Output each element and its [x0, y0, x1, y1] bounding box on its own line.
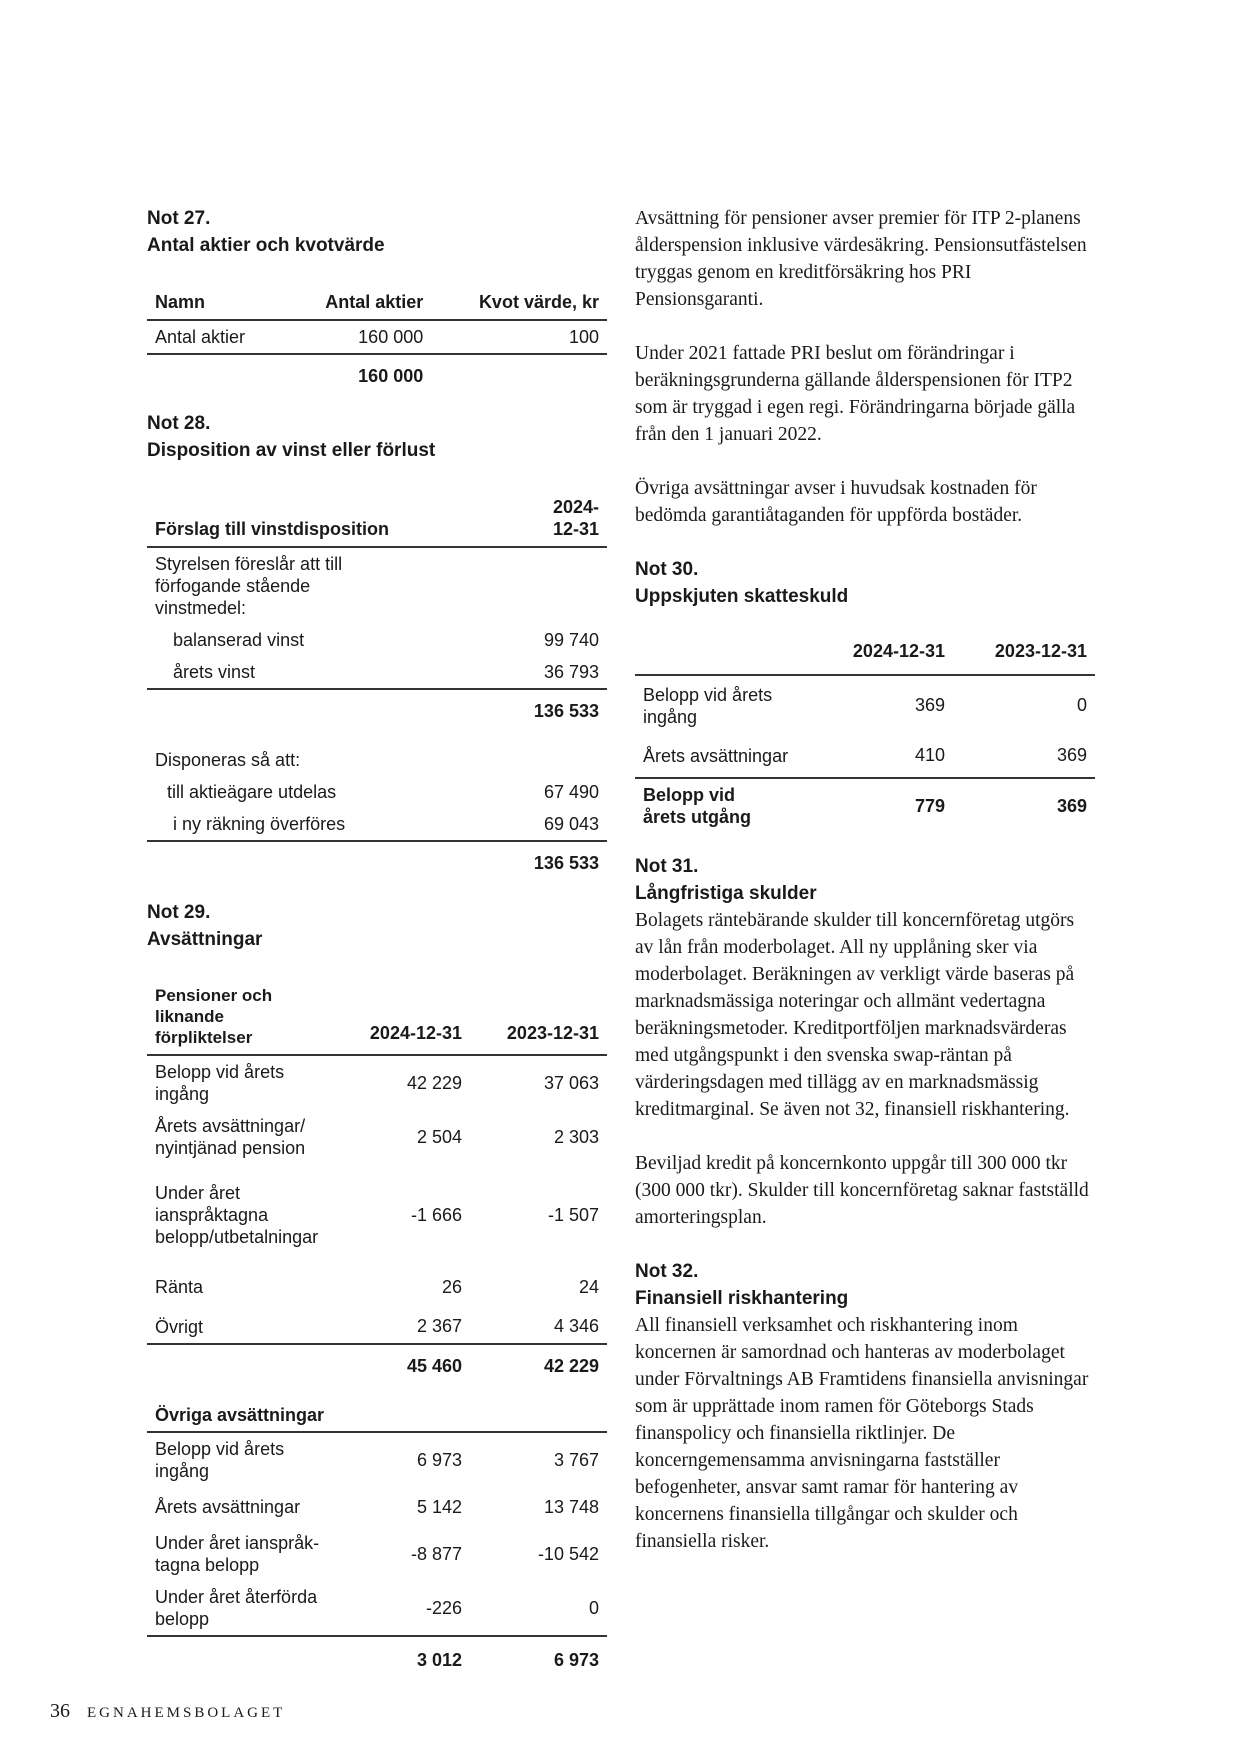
cell-value: 24	[578, 1277, 599, 1297]
cell-value: 2 504	[416, 1127, 462, 1147]
row-label: Årets avsättningar/ nyintjänad pension	[155, 1116, 306, 1158]
note-title: Avsättningar	[147, 929, 263, 950]
note-number: Not 32.	[635, 1261, 699, 1282]
row-label: Under året ianspråk-tagna belopp	[155, 1533, 320, 1575]
paragraph: Avsättning för pensioner avser premier för ITP 2-planens ålderspension inklusive värdesäkring. Pensionsutfästelsen tryggas genom en kreditförsäkring hos PRI Pensionsgaranti.	[635, 208, 1087, 310]
cell-value: 37 063	[543, 1073, 599, 1093]
column-header: 2023-12-31	[470, 979, 607, 1055]
table-row	[147, 624, 607, 656]
note-title: Disposition av vinst eller förlust	[147, 440, 436, 461]
table-row	[635, 675, 1095, 733]
table-row	[147, 320, 607, 354]
table-row	[147, 547, 607, 624]
cell-value: 5 142	[416, 1497, 462, 1517]
paragraph: Beviljad kredit på koncernkonto uppgår till 300 000 tkr (300 000 tkr). Skulder till koncernföretag saknar fastställd amorteringsplan.	[635, 1153, 1089, 1228]
cell-value: 100	[431, 320, 607, 354]
cell-value: -1 507	[547, 1205, 599, 1225]
row-label: Under året återförda belopp	[147, 1581, 333, 1636]
row-label: Disponeras så att:	[155, 750, 301, 770]
column-header: 2023-12-31	[953, 634, 1095, 675]
column-header: Pensioner och liknande förpliktelser	[147, 979, 333, 1055]
table-header-row	[147, 490, 607, 547]
column-header	[635, 634, 811, 675]
column-header: Antal aktier	[284, 285, 431, 320]
table-row	[147, 1581, 607, 1636]
shares-table	[147, 285, 607, 392]
row-label: Under året ianspråktagna belopp/utbetalningar	[155, 1183, 319, 1247]
note-28	[147, 410, 607, 879]
table-row	[147, 1527, 607, 1581]
page-number: 36	[50, 1700, 70, 1722]
note-number: Not 31.	[635, 856, 699, 877]
table-row	[635, 733, 1095, 778]
column-header: 2024-12-31	[525, 490, 607, 547]
note-27	[147, 205, 607, 392]
cell-value: 0	[470, 1581, 607, 1636]
row-label: Belopp vid årets ingång	[643, 685, 773, 727]
total-row	[147, 689, 607, 727]
column-header: Förslag till vinstdisposition	[147, 490, 525, 547]
table-header-row	[147, 979, 607, 1055]
total-value: 6 973	[553, 1650, 599, 1670]
paragraph: Övriga avsättningar avser i huvudsak kostnaden för bedömda garantiåtaganden för uppförda bostäder.	[635, 478, 1037, 526]
total-row	[147, 1344, 607, 1382]
note-number: Not 30.	[635, 559, 699, 580]
cell-value: -8 877	[410, 1544, 462, 1564]
table-row	[147, 808, 607, 841]
cell-value: 0	[1076, 694, 1087, 715]
column-header: 2024-12-31	[811, 634, 953, 675]
cell-value: 67 490	[543, 782, 599, 802]
note-title: Uppskjuten skatteskuld	[635, 586, 849, 607]
cell-value: 410	[811, 733, 953, 778]
table-row	[147, 656, 607, 689]
row-label: Ränta	[155, 1277, 204, 1297]
table-row	[147, 1432, 607, 1487]
total-row	[635, 778, 1095, 833]
brand-name: EGNAHEMSBOLAGET	[87, 1705, 286, 1721]
cell-value: 2 367	[333, 1308, 470, 1344]
pension-explanation	[635, 205, 1095, 529]
table-row	[147, 727, 607, 776]
column-header: 2024-12-31	[333, 979, 470, 1055]
table-row	[147, 1055, 607, 1110]
table-row	[147, 1110, 607, 1164]
table-row	[147, 1164, 607, 1266]
paragraph: Under 2021 fattade PRI beslut om förändringar i beräkningsgrunderna gällande ålderspensionen för ITP2 som är tryggad i egen regi. Förändringarna började gälla från den 1 januari 2022.	[635, 343, 1076, 445]
cell-value: -226	[333, 1581, 470, 1636]
subsection-header: Övriga avsättningar	[147, 1382, 607, 1432]
column-header: Kvot värde, kr	[431, 285, 607, 320]
note-32	[635, 1258, 1095, 1555]
note-31	[635, 853, 1095, 1231]
cell-value: 69 043	[525, 808, 607, 841]
table-header-row	[147, 285, 607, 320]
row-label: till aktieägare utdelas	[167, 782, 337, 802]
row-label: Årets avsättningar	[635, 733, 811, 778]
total-value: 136 533	[533, 853, 599, 873]
table-row	[147, 1487, 607, 1527]
cell-value: -10 542	[537, 1544, 599, 1564]
paragraph: Bolagets räntebärande skulder till koncernföretag utgörs av lån från moderbolaget. All ny upplåning sker via moderbolaget. Beräkningen av verkligt värde baseras på marknadsmässiga noteringar och allmänt vedertagna beräkningsmetoder. Kreditportföljen marknadsvärderas med utgångspunkt i den svenska swap-räntan på värderingsdagen med tillägg av en marknadsmässig kreditmarginal. Se även not 32, finansiell riskhantering.	[635, 910, 1075, 1120]
table-row	[147, 1266, 607, 1308]
total-value: 3 012	[416, 1650, 462, 1670]
note-title: Finansiell riskhantering	[635, 1288, 849, 1309]
total-value: 160 000	[358, 366, 424, 386]
cell-value: 4 346	[470, 1308, 607, 1344]
cell-value: 6 973	[416, 1450, 462, 1470]
row-label: årets vinst	[147, 656, 525, 689]
total-value: 779	[914, 796, 945, 816]
note-number: Not 28.	[147, 413, 211, 434]
total-row	[147, 354, 607, 392]
total-value: 45 460	[406, 1356, 462, 1376]
note-29	[147, 899, 607, 1676]
row-label: Belopp vid årets ingång	[155, 1062, 285, 1104]
table-row	[147, 1308, 607, 1344]
row-label: balanserad vinst	[173, 630, 305, 650]
total-row	[147, 1636, 607, 1676]
paragraph: All finansiell verksamhet och riskhantering inom koncernen är samordnad och hanteras av moderbolaget under Förvaltnings AB Framtidens finansiella anvisningar som är upprättade inom ramen för Göteborgs Stads finanspolicy och finansiella riktlinjer. De koncerngemensamma anvisningarna fastställer befogenheter, ansvar samt ramar för hantering av koncernens finansiella tillgångar och skulder och finansiella risker.	[635, 1315, 1089, 1552]
cell-value: 36 793	[525, 656, 607, 689]
left-column	[147, 205, 607, 1676]
cell-value: 42 229	[406, 1073, 462, 1093]
page-footer	[50, 1700, 285, 1723]
row-label: i ny räkning överföres	[147, 808, 525, 841]
row-label: Övrigt	[147, 1308, 333, 1344]
right-column	[635, 205, 1095, 1555]
note-title: Antal aktier och kvotvärde	[147, 235, 385, 256]
cell-value: 99 740	[543, 630, 599, 650]
column-header: Namn	[147, 285, 284, 320]
total-value: 136 533	[533, 701, 599, 721]
deferred-tax-table	[635, 634, 1095, 833]
cell-value: 369	[914, 694, 945, 715]
profit-disposition-table	[147, 490, 607, 879]
provisions-table	[147, 979, 607, 1676]
subsection-header-row	[147, 1382, 607, 1432]
row-label: Belopp vid årets ingång	[155, 1439, 285, 1481]
cell-value: 369	[953, 733, 1095, 778]
total-value: 42 229	[543, 1356, 599, 1376]
cell-value: 2 303	[553, 1127, 599, 1147]
row-label: Antal aktier	[147, 320, 284, 354]
total-value: 369	[1056, 796, 1087, 816]
note-title: Långfristiga skulder	[635, 883, 817, 904]
table-header-row	[635, 634, 1095, 675]
cell-value: 3 767	[553, 1450, 599, 1470]
table-row	[147, 776, 607, 808]
cell-value: 160 000	[284, 320, 431, 354]
total-row	[147, 841, 607, 879]
cell-value: 26	[441, 1277, 462, 1297]
cell-value: -1 666	[410, 1205, 462, 1225]
cell-value: 13 748	[543, 1497, 599, 1517]
row-label: Årets avsättningar	[155, 1497, 301, 1517]
note-number: Not 27.	[147, 208, 211, 229]
note-30	[635, 556, 1095, 833]
row-label: Styrelsen föreslår att till förfogande stående vinstmedel:	[155, 554, 343, 618]
row-label: Belopp vid årets utgång	[643, 785, 752, 827]
note-number: Not 29.	[147, 902, 211, 923]
